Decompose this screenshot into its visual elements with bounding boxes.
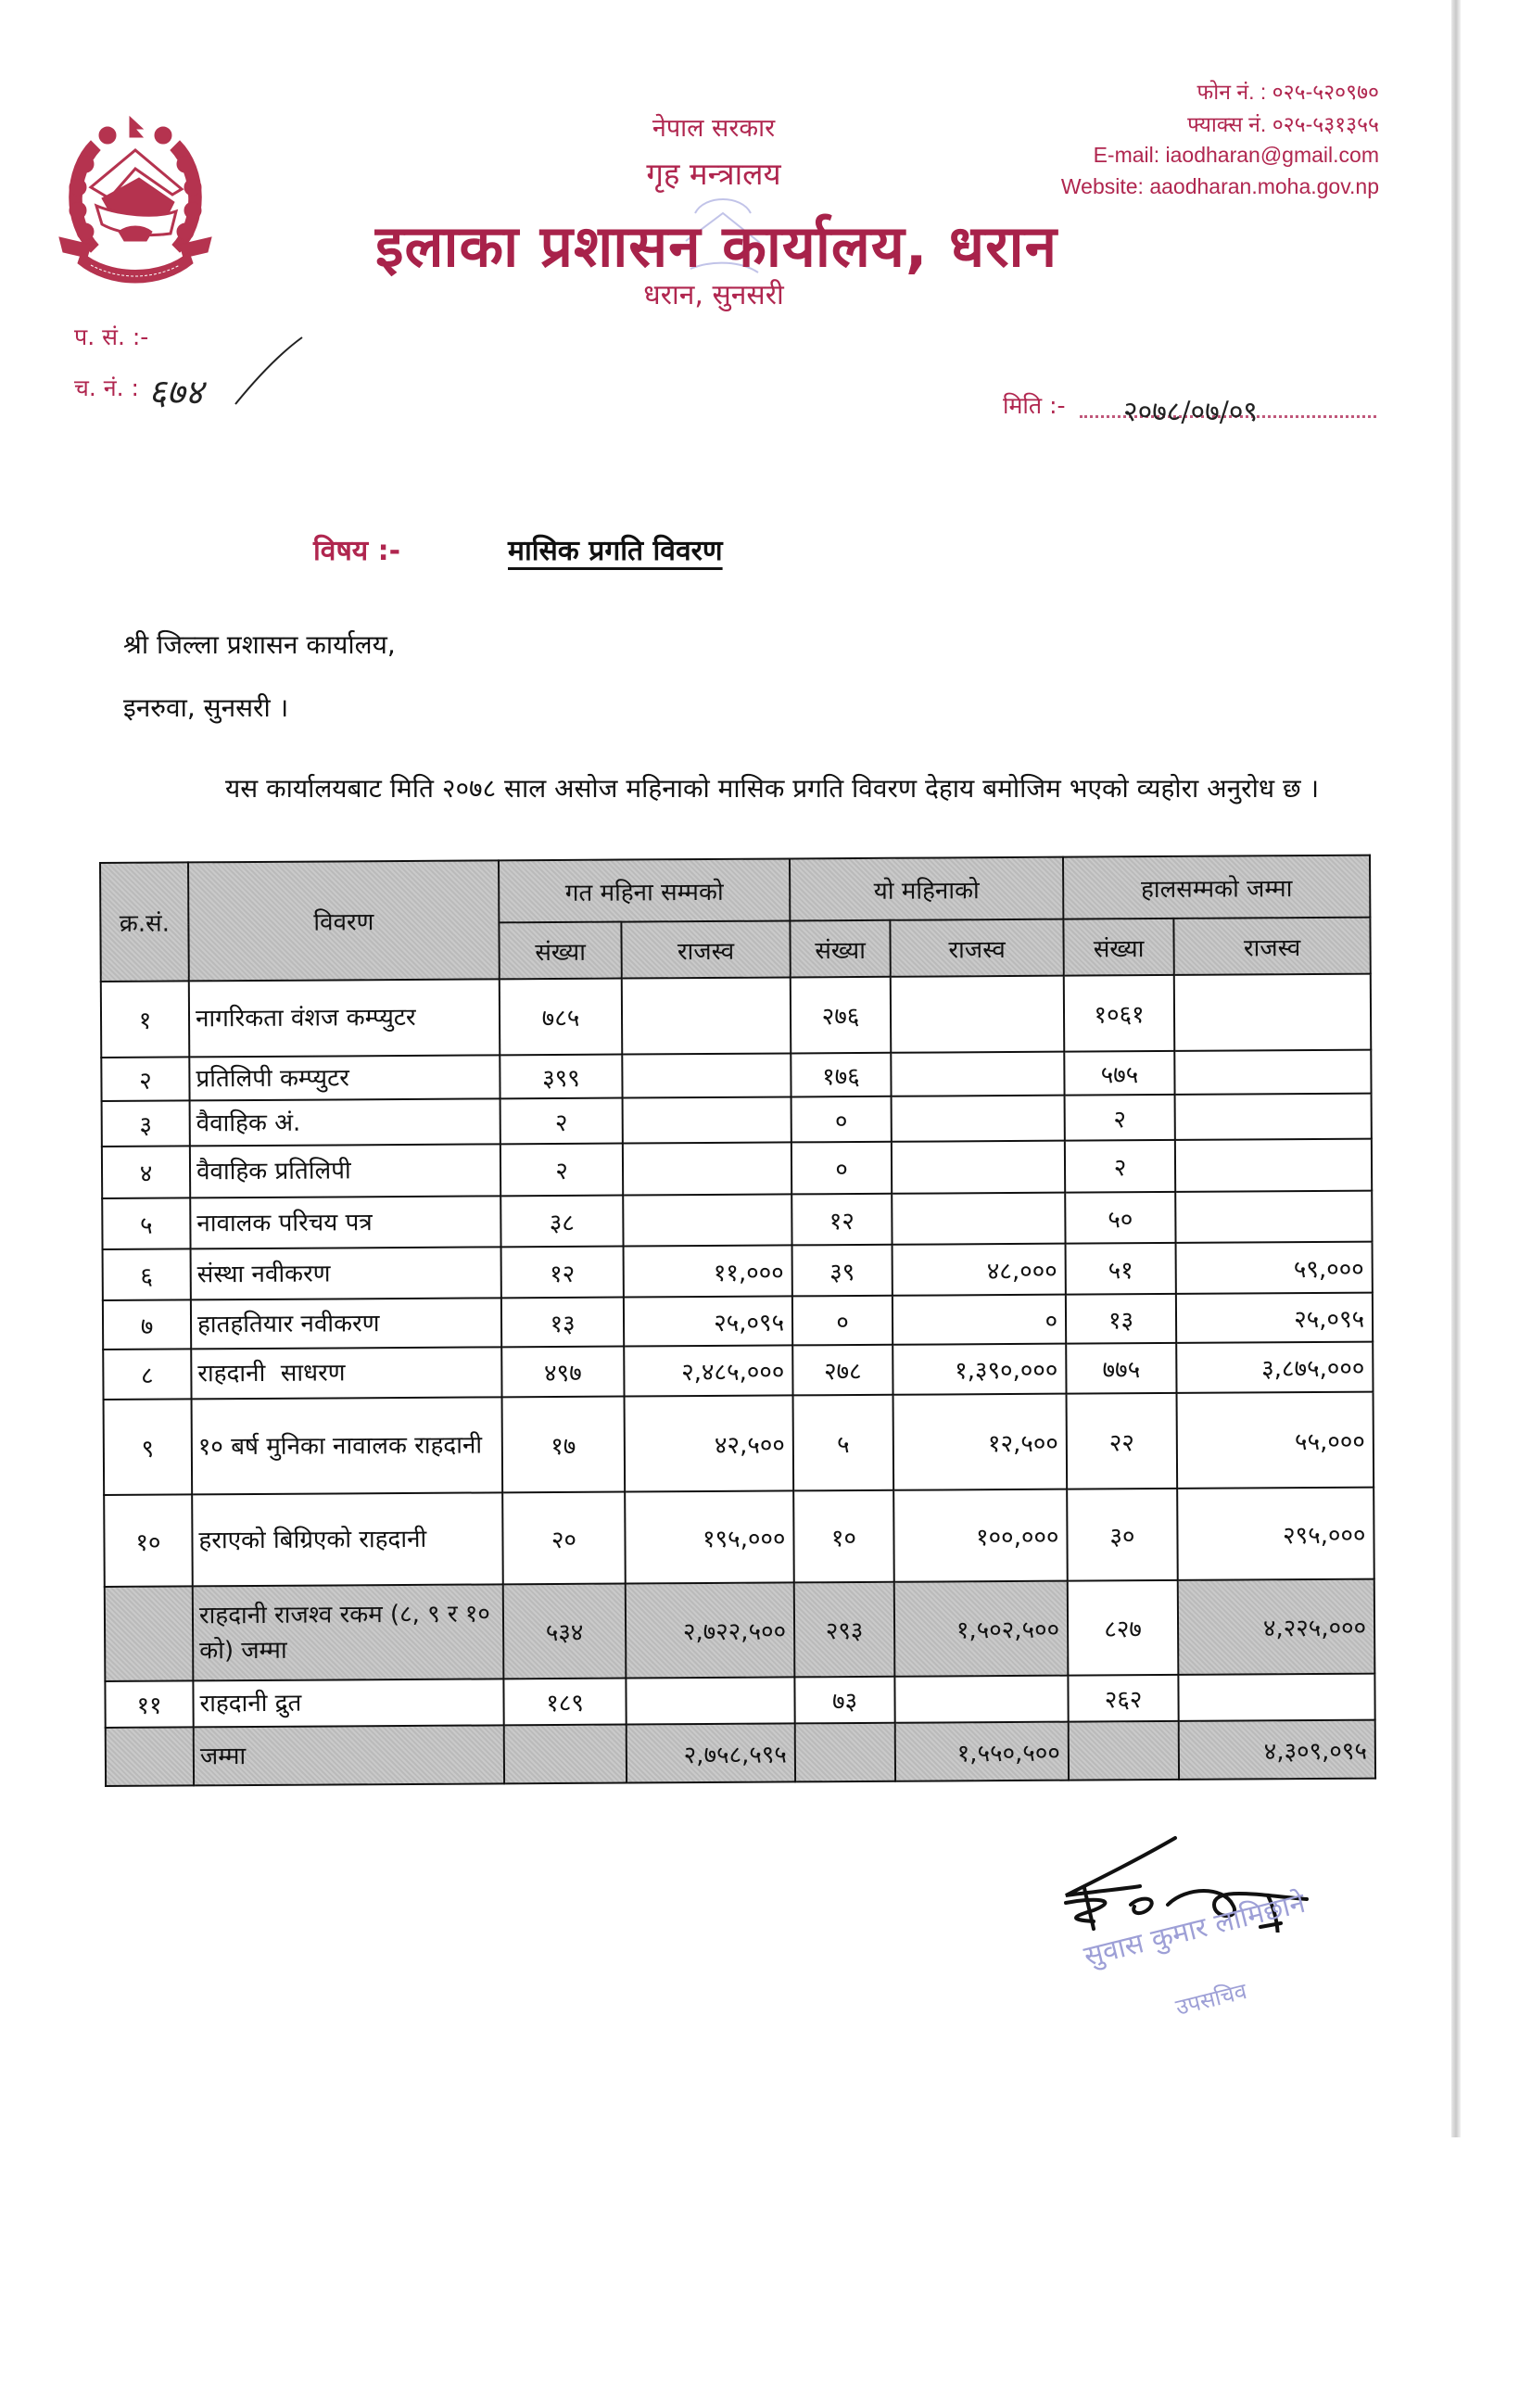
cell-current-revenue: ० [893, 1295, 1066, 1345]
date-value: २०७८/०७/०९ [1123, 396, 1259, 428]
cell-cumulative-revenue: ५९,००० [1176, 1242, 1373, 1294]
cell-current-revenue: १००,००० [893, 1489, 1068, 1582]
cell-cumulative-revenue: ५५,००० [1177, 1392, 1374, 1489]
cell-sn: ९ [104, 1399, 193, 1495]
table-row [104, 1488, 1374, 1587]
cell-cumulative-revenue [1175, 1139, 1372, 1192]
cell-sn [106, 1727, 194, 1786]
cell-cumulative-count: ५१ [1066, 1243, 1176, 1295]
cell-previous-count: ४९७ [501, 1347, 624, 1398]
cell-previous-count: १७ [502, 1397, 626, 1493]
cell-current-revenue: ४८,००० [893, 1244, 1066, 1296]
cell-cumulative-count: १३ [1066, 1294, 1176, 1344]
header-description: विवरण [188, 860, 500, 981]
cell-cumulative-revenue [1175, 1094, 1372, 1140]
table-row [105, 1674, 1374, 1728]
cell-current-count: ३९ [792, 1245, 893, 1297]
cell-sn: १ [101, 981, 189, 1058]
cell-current-revenue [892, 1096, 1065, 1142]
dispatch-number: ६७४ [148, 372, 204, 412]
cell-previous-count: १३ [501, 1298, 624, 1348]
cell-current-count: ५ [793, 1395, 894, 1491]
subject-label: विषय :- [313, 535, 401, 567]
cell-previous-revenue [622, 977, 791, 1054]
cell-cumulative-count: ८२७ [1068, 1580, 1179, 1676]
signatory-designation-stamp: उपसचिव [1172, 1978, 1250, 2021]
cell-cumulative-count: १०६१ [1064, 975, 1174, 1052]
table-row [102, 1094, 1372, 1147]
table-row [103, 1242, 1373, 1300]
cell-current-revenue [891, 976, 1065, 1053]
government-name: नेपाल सरकार [652, 114, 776, 143]
addressee-location: इनरुवा, सुनसरी । [123, 692, 289, 723]
cell-previous-count: ३९९ [500, 1055, 622, 1099]
cell-sn: ८ [103, 1349, 191, 1400]
website-link[interactable]: Website: aaodharan.moha.gov.np [1060, 174, 1379, 198]
cell-previous-count: ३८ [500, 1196, 623, 1248]
cell-current-count: ० [792, 1296, 893, 1346]
header-this-month: यो महिनाको [790, 857, 1063, 921]
cell-description: वैवाहिक अं. [190, 1098, 500, 1146]
table-row [102, 1139, 1372, 1198]
cell-description: वैवाहिक प्रतिलिपी [190, 1144, 500, 1198]
scan-page-edge [1451, 0, 1461, 2137]
cell-previous-revenue [626, 1677, 794, 1724]
cell-previous-revenue: २,४८५,००० [624, 1345, 792, 1396]
header-current-revenue: राजस्व [890, 919, 1063, 977]
cell-cumulative-count: ३० [1067, 1489, 1178, 1581]
header-previous-revenue: राजस्व [621, 920, 790, 978]
ministry-name: गृह मन्त्रालय [646, 156, 781, 192]
header-cumulative: हालसम्मको जम्मा [1063, 855, 1370, 919]
subject-text: मासिक प्रगति विवरण [508, 535, 723, 567]
cell-sn: ३ [102, 1100, 190, 1147]
cell-sn: १० [104, 1494, 193, 1587]
cell-current-revenue: १२,५०० [893, 1394, 1068, 1490]
office-title: इलाका प्रशासन कार्यालय, धरान [375, 212, 1057, 280]
cell-current-revenue: १,५५०,५०० [895, 1722, 1069, 1781]
cell-current-count: १२ [791, 1194, 892, 1246]
table-row [101, 974, 1372, 1058]
header-sn: क्र.सं. [100, 862, 189, 982]
cell-description: राहदानी साधरण [191, 1347, 501, 1399]
passport-subtotal-row [105, 1579, 1375, 1681]
table-row [103, 1293, 1373, 1350]
cell-sn: ४ [102, 1146, 190, 1198]
cell-current-count: २७६ [791, 977, 891, 1054]
cell-current-revenue [892, 1141, 1065, 1194]
cell-cumulative-revenue: २५,०९५ [1176, 1293, 1373, 1343]
cell-sn: २ [101, 1057, 189, 1101]
handwritten-slash [232, 334, 306, 408]
cell-cumulative-count: ५७५ [1064, 1051, 1174, 1096]
addressee-office: श्री जिल्ला प्रशासन कार्यालय, [123, 629, 396, 660]
dispatch-number-label: च. नं. : [74, 374, 139, 401]
cell-previous-revenue: २,७५८,५९५ [627, 1723, 795, 1782]
cell-cumulative-count: २६२ [1068, 1675, 1178, 1722]
cell-sn: ६ [103, 1248, 191, 1300]
body-paragraph [123, 766, 1328, 812]
table-row [104, 1392, 1374, 1495]
table-row [103, 1342, 1373, 1400]
signatory-name-stamp: सुवास कुमार लामिछाने [1081, 1886, 1309, 1973]
header-cumulative-revenue: राजस्व [1173, 918, 1370, 975]
cell-description: संस्था नवीकरण [191, 1247, 501, 1299]
cell-cumulative-count: ५० [1065, 1192, 1175, 1244]
cell-description: राहदानी द्रुत [193, 1679, 503, 1727]
cell-previous-revenue [623, 1194, 791, 1246]
date-label: मिति :- [1003, 392, 1066, 419]
cell-current-revenue [894, 1676, 1068, 1723]
cell-current-revenue [891, 1052, 1064, 1096]
cell-previous-revenue: २,७२२,५०० [626, 1582, 795, 1678]
cell-description: प्रतिलिपी कम्प्युटर [189, 1055, 500, 1100]
cell-previous-revenue: ११,००० [624, 1245, 792, 1297]
cell-description: हराएको बिग्रिएको राहदानी [192, 1492, 503, 1586]
nepal-emblem-icon [54, 113, 217, 285]
cell-previous-count: १८९ [503, 1679, 626, 1726]
cell-previous-count: २ [500, 1098, 623, 1145]
cell-previous-count: २० [502, 1492, 626, 1585]
cell-previous-count [504, 1725, 627, 1784]
header-current-count: संख्या [790, 920, 890, 978]
cell-current-count: २९३ [794, 1582, 895, 1678]
cell-sn [105, 1586, 194, 1681]
cell-previous-revenue [623, 1096, 791, 1143]
table-row [101, 1050, 1371, 1101]
cell-previous-count: १२ [501, 1247, 624, 1299]
cell-current-revenue: १,५०२,५०० [894, 1581, 1069, 1677]
cell-cumulative-revenue [1175, 1191, 1372, 1243]
cell-previous-revenue [623, 1142, 791, 1195]
letter-number-label: प. सं. :- [74, 323, 149, 350]
cell-cumulative-revenue [1174, 974, 1372, 1051]
cell-cumulative-revenue [1174, 1050, 1371, 1095]
cell-sn: ७ [103, 1299, 191, 1350]
office-location: धरान, सुनसरी [643, 279, 784, 311]
cell-current-count: ० [791, 1142, 892, 1195]
grand-total-row [106, 1720, 1375, 1786]
cell-previous-revenue: ४२,५०० [625, 1395, 794, 1491]
cell-cumulative-count: ७७५ [1066, 1343, 1176, 1394]
phone-number: फोन नं. : ०२५-५२०९७० [1196, 80, 1379, 104]
cell-cumulative-revenue: ४,३०९,०९५ [1179, 1720, 1375, 1780]
header-previous-month: गत महिना सम्मको [499, 858, 790, 922]
cell-current-count: १७६ [791, 1053, 891, 1097]
monthly-progress-table [99, 855, 1376, 1787]
cell-previous-count: ७८५ [500, 979, 622, 1056]
cell-cumulative-count: २२ [1067, 1393, 1178, 1489]
cell-previous-revenue: १९५,००० [625, 1490, 794, 1583]
cell-current-count [795, 1723, 895, 1782]
cell-description: जम्मा [194, 1725, 504, 1785]
cell-cumulative-revenue: २९५,००० [1177, 1488, 1374, 1580]
cell-cumulative-revenue: ४,२२५,००० [1178, 1579, 1375, 1675]
cell-description: नागरिकता वंशज कम्प्युटर [189, 979, 500, 1057]
scan-margin [1459, 2137, 1532, 2408]
header-previous-count: संख्या [499, 922, 621, 980]
cell-description: राहदानी राजश्व रकम (८, ९ र १० को) जम्मा [193, 1584, 504, 1680]
table-header-row [100, 855, 1370, 925]
cell-sn: ११ [105, 1680, 193, 1728]
cell-previous-count: २ [500, 1144, 623, 1197]
cell-current-count: ० [791, 1096, 892, 1143]
cell-current-revenue [892, 1193, 1065, 1245]
cell-description: नावालक परिचय पत्र [190, 1196, 500, 1248]
cell-previous-count: ५३४ [503, 1584, 627, 1679]
cell-current-revenue: १,३९०,००० [893, 1344, 1066, 1395]
cell-description: हातहतियार नवीकरण [191, 1298, 501, 1349]
header-cumulative-count: संख्या [1063, 919, 1173, 976]
cell-current-count: १० [793, 1490, 894, 1583]
cell-previous-revenue: २५,०९५ [624, 1296, 792, 1346]
cell-cumulative-revenue [1178, 1674, 1374, 1721]
body-paragraph-text: यस कार्यालयबाट मिति २०७८ साल असोज महिनाको मासिक प्रगति विवरण देहाय बमोजिम भएको व्यहोरा अनुरोध छ । [225, 773, 1320, 804]
cell-current-count: ७३ [794, 1677, 894, 1724]
cell-cumulative-count: २ [1065, 1140, 1175, 1193]
cell-sn: ५ [102, 1198, 190, 1249]
cell-previous-revenue [622, 1053, 791, 1097]
email-address[interactable]: E-mail: iaodharan@gmail.com [1093, 143, 1379, 167]
table-row [102, 1191, 1372, 1249]
cell-cumulative-revenue: ३,८७५,००० [1176, 1342, 1373, 1393]
cell-cumulative-count: २ [1065, 1095, 1175, 1141]
fax-number: फ्याक्स नं. ०२५-५३१३५५ [1187, 112, 1379, 136]
cell-description: १० बर्ष मुनिका नावालक राहदानी [192, 1397, 503, 1494]
cell-cumulative-count [1069, 1721, 1179, 1781]
cell-current-count: २७८ [792, 1345, 893, 1396]
